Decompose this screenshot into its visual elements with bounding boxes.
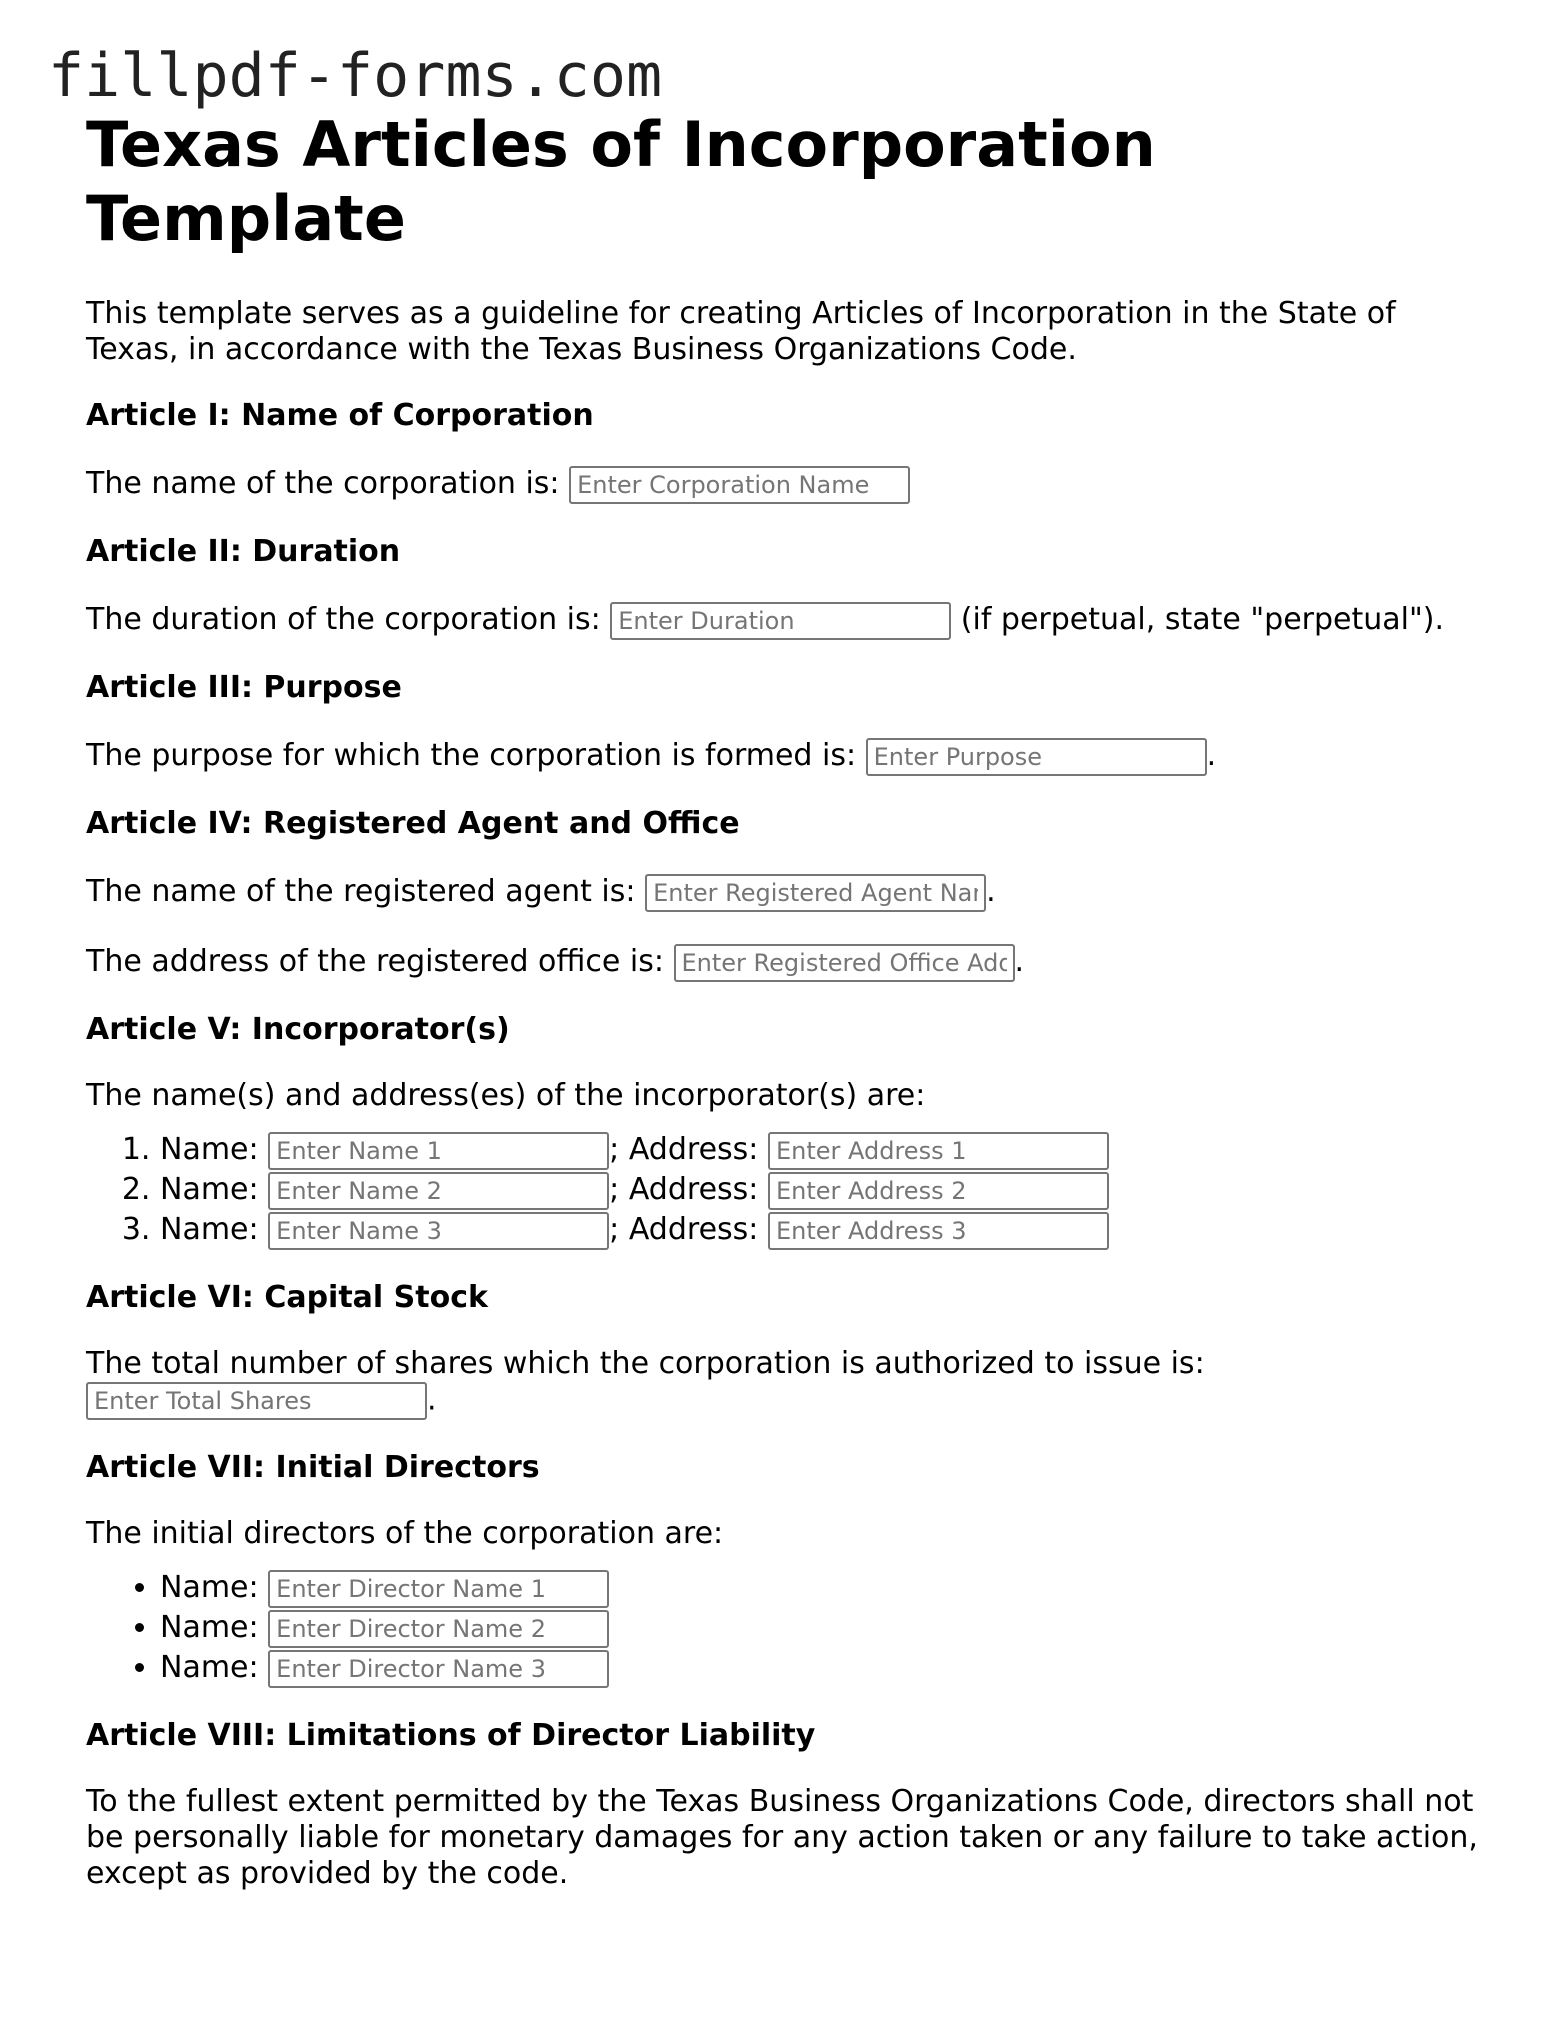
article-7-heading: Article VII: Initial Directors: [86, 1450, 540, 1485]
list-item: [160, 1170, 1486, 1210]
liability-text: To the fullest extent permitted by the Texas Business Organizations Code, directors shall not be personally liable for monetary damages for any action taken or any failure to take action, except as provided by the code.: [86, 1784, 1478, 1891]
corporation-name-input[interactable]: [569, 466, 910, 504]
director-name-input-1[interactable]: [268, 1570, 609, 1608]
registered-agent-suffix: .: [986, 874, 996, 909]
duration-label: The duration of the corporation is:: [86, 602, 601, 637]
purpose-label: The purpose for which the corporation is formed is:: [86, 738, 857, 773]
article-4-heading: Article IV: Registered Agent and Office: [86, 806, 740, 841]
list-item: [160, 1568, 1486, 1608]
incorporator-address-label: ; Address:: [609, 1212, 759, 1247]
registered-office-suffix: .: [1014, 944, 1025, 979]
incorporator-address-input-3[interactable]: [768, 1212, 1109, 1250]
incorporator-address-label: ; Address:: [609, 1132, 759, 1167]
registered-agent-label: The name of the registered agent is:: [86, 874, 636, 909]
purpose-input[interactable]: [866, 738, 1207, 776]
article-1-heading: Article I: Name of Corporation: [86, 398, 594, 433]
incorporator-name-label: Name:: [160, 1212, 259, 1247]
article-3-line: [86, 736, 1486, 776]
incorporator-address-input-2[interactable]: [768, 1172, 1109, 1210]
list-item: [160, 1130, 1486, 1170]
director-name-label: Name:: [160, 1610, 259, 1645]
registered-office-label: The address of the registered office is:: [86, 944, 664, 979]
article-1-line: [86, 464, 1486, 504]
director-name-input-2[interactable]: [268, 1610, 609, 1648]
incorporators-intro: The name(s) and address(es) of the incorporator(s) are:: [86, 1078, 926, 1113]
incorporator-address-input-1[interactable]: [768, 1132, 1109, 1170]
article-3-heading: Article III: Purpose: [86, 670, 402, 705]
incorporators-list: [86, 1130, 1486, 1250]
duration-suffix: (if perpetual, state "perpetual").: [960, 602, 1445, 637]
article-2-line: [86, 600, 1486, 640]
director-name-label: Name:: [160, 1650, 259, 1685]
registered-office-input[interactable]: [674, 944, 1015, 982]
directors-intro: The initial directors of the corporation are:: [86, 1516, 724, 1551]
corporation-name-label: The name of the corporation is:: [86, 466, 560, 501]
article-5-heading: Article V: Incorporator(s): [86, 1012, 510, 1047]
total-shares-input[interactable]: [86, 1382, 427, 1420]
registered-office-line: [86, 942, 1486, 982]
article-6-heading: Article VI: Capital Stock: [86, 1280, 488, 1315]
page-title: Texas Articles of Incorporation Template: [86, 108, 1156, 255]
registered-agent-line: [86, 872, 1486, 912]
duration-input[interactable]: [610, 602, 951, 640]
directors-list: [86, 1568, 1486, 1688]
article-6-line: [86, 1346, 1486, 1420]
article-8-heading: Article VIII: Limitations of Director Liability: [86, 1718, 816, 1753]
watermark: fillpdf-forms.com: [48, 41, 663, 111]
incorporator-name-label: Name:: [160, 1172, 259, 1207]
total-shares-suffix: .: [427, 1382, 437, 1418]
form-document: [86, 108, 1486, 1892]
director-name-input-3[interactable]: [268, 1650, 609, 1688]
article-2-heading: Article II: Duration: [86, 534, 401, 569]
incorporator-name-input-2[interactable]: [268, 1172, 609, 1210]
director-name-label: Name:: [160, 1570, 259, 1605]
incorporator-name-label: Name:: [160, 1132, 259, 1167]
total-shares-label: The total number of shares which the corporation is authorized to issue is:: [86, 1346, 1205, 1381]
incorporator-address-label: ; Address:: [609, 1172, 759, 1207]
registered-agent-input[interactable]: [645, 874, 986, 912]
incorporator-name-input-3[interactable]: [268, 1212, 609, 1250]
list-item: [160, 1608, 1486, 1648]
purpose-suffix: .: [1206, 738, 1217, 773]
intro-text: This template serves as a guideline for creating Articles of Incorporation in the State of Texas, in accordance with the Texas Business Organizations Code.: [86, 296, 1396, 367]
incorporator-name-input-1[interactable]: [268, 1132, 609, 1170]
list-item: [160, 1210, 1486, 1250]
list-item: [160, 1648, 1486, 1688]
